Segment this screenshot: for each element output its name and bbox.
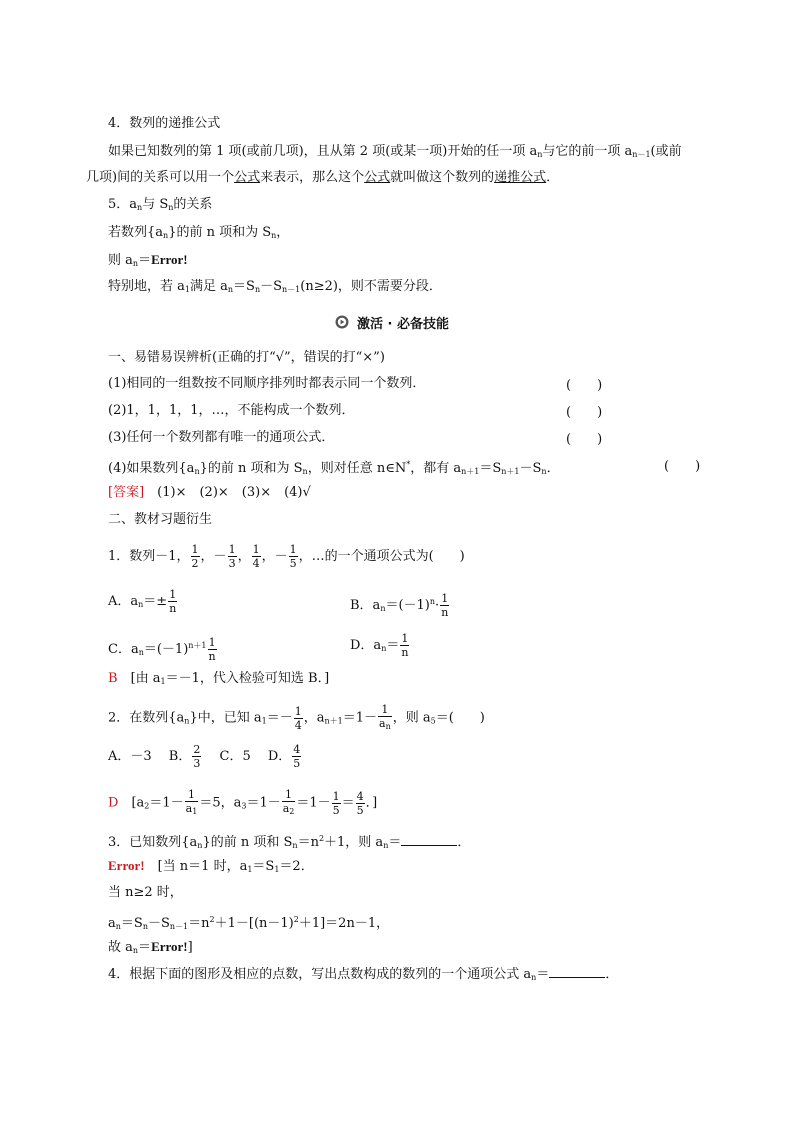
answer-paren-2: ( ) (566, 405, 603, 420)
sn-definition-line: 若数列$\{a_n\}$的前 n 项和为 $S_n$， (108, 225, 290, 240)
question-2: 2．在数列$\{a_n\}$中，已知 $a_1=-$ $\frac{1}{4}$ ，$a_{n+1}=1-$ $\frac{1}{a_n}$ ，则 $a_5=$( ) (108, 703, 485, 732)
q3-answer-line-2: 当 n≥2 时， (108, 885, 183, 900)
q3-answer-line-4: 故 $a_n=Error$!] (108, 939, 193, 955)
q2-answer-letter: D (108, 795, 119, 811)
q3-answer-line-3: $a_n=S_n-S_{n-1}=n^2+1-[(n-1)^2+1]=2n-1$， (108, 915, 390, 931)
q1-answer: B [由 $a_1=-1$，代入检验可知选 B．] (108, 671, 330, 686)
q2-options: A．－3 B． $\frac{2}{3}$ C．5 D． $\frac{4}{5}$ (108, 743, 301, 770)
answer-paren-1: ( ) (566, 378, 603, 393)
judge-item-3: (3)任何一个数列都有唯一的通项公式． (108, 430, 335, 445)
q1-option-b: B．$a_n=(-1)^n\cdot$ $\frac{1}{n}$ (350, 592, 449, 619)
heading-an-sn-relation: 5．$a_n$与 $S_n$的关系 (108, 197, 213, 212)
judge-item-1: (1)相同的一组数按不同顺序排列时都表示同一个数列． (108, 376, 426, 391)
heading-recursive-formula: 4．数列的递推公式 (108, 116, 221, 131)
answer-label: [答案] (108, 485, 145, 500)
paragraph-recursive-1: 如果已知数列的第 1 项(或前几项)，且从第 2 项(或某一项)开始的任一项 $a_n$与它的前一项 $a_{n-1}$(或前 (108, 144, 682, 159)
q1-option-c: C．$a_n=(-1)^{n+1}$ $\frac{1}{n}$ (108, 636, 216, 663)
question-4: 4．根据下面的图形及相应的点数，写出点数构成的数列的一个通项公式 $a_n=$ ． (108, 967, 619, 982)
an-formula-line: 则 $a_n=Error$! (108, 252, 188, 268)
q1-option-a: A．$a_n=\pm$ $\frac{1}{n}$ (108, 588, 177, 615)
answer-blank (401, 833, 457, 846)
answer-paren-4: ( ) (664, 459, 701, 474)
special-case-line: 特别地，若 $a_1$满足 $a_n=S_n-S_{n-1}(n\ge 2)$，则不需要分段． (108, 279, 442, 294)
section-title: 激活 · 必备技能 (357, 316, 449, 332)
question-3: 3．已知数列$\{a_n\}$的前 n 项和 $S_n=n^2+1$，则 $a_n=$ ． (108, 834, 471, 850)
section-title-banner (335, 312, 449, 332)
q1-option-d: D．$a_n=$ $\frac{1}{n}$ (350, 632, 409, 659)
part2-heading: 二、教材习题衍生 (108, 512, 213, 527)
answer-line: [答案] (1)× (2)× (3)× (4)√ (108, 485, 311, 500)
q1-answer-letter: B (108, 671, 118, 686)
judge-item-2: (2)1，1，1，1，…，不能构成一个数列． (108, 403, 355, 418)
paragraph-recursive-2: 几项)间的关系可以用一个公式来表示，那么这个公式就叫做这个数列的递推公式． (86, 170, 560, 185)
q3-answer-line-1: Error! [当 n＝1 时，$a_1=S_1=2$． (108, 858, 314, 874)
question-1: 1．数列－1， $\frac{1}{2}$ ，－ $\frac{1}{3}$ ， $\frac{1}{4}$ ，－ $\frac{1}{5}$ ，…的一个通项公式为( ) (108, 543, 465, 570)
judge-item-4: (4)如果数列$\{a_n\}$的前 n 项和为 $S_n$，则对任意 n∈N*，都有 $a_{n+1}=S_{n+1}-S_n$． (108, 460, 560, 476)
answer-blank (549, 965, 605, 978)
answer-paren-3: ( ) (566, 432, 603, 447)
part1-heading: 一、易错易误辨析(正确的打“√”，错误的打“×”) (108, 350, 385, 365)
q2-answer: D [$a_2=1-$ $\frac{1}{a_1}$ ＝5，$a_3=1-$ $\frac{1}{a_2}$ ＝1－ $\frac{1}{5}$ ＝ $\frac{4}{5}$ ．] (108, 788, 378, 817)
play-circle-icon (335, 315, 349, 329)
